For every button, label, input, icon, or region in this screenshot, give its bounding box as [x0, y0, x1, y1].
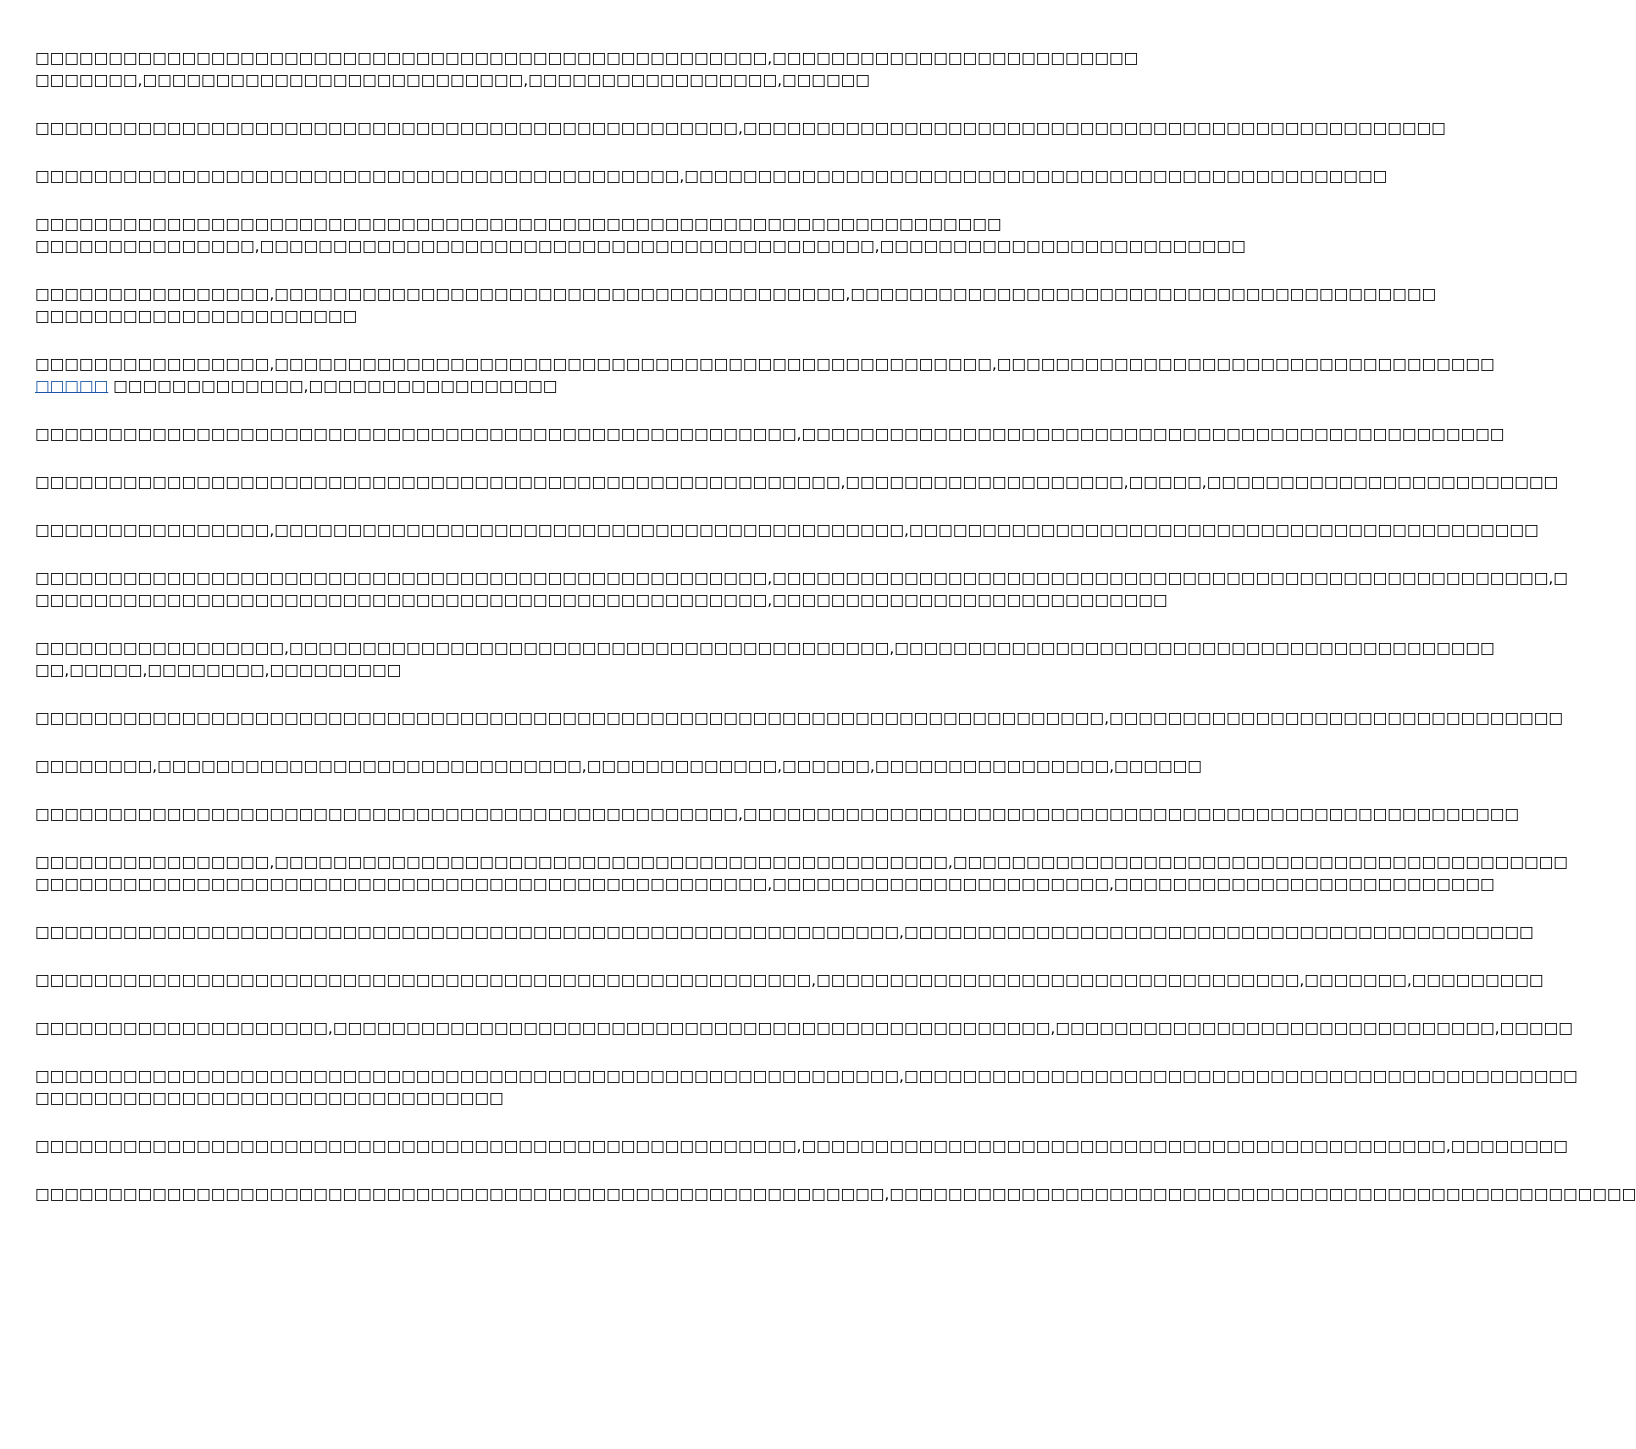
- paragraph: [35, 165, 1388, 187]
- paragraph-line: □□,□□□□□,□□□□□□□□,□□□□□□□□□: [35, 661, 402, 679]
- paragraph-line: □□□□□□□□□□□□□□□□□□□□□□□□□□□□□□□□□□□□□□□□□□□□□□□□□□□□□□□□□□□□□□□□□□□□□□□□□,□□□□□□□□□□□□□□□□□□□□□□□□□□□□□□□: [35, 709, 1563, 727]
- paragraph-line: □□□□□□□□□□□□□□□□□□□□□□□□□□□□□□□□□□□□□□□□□□□□□□□□□□□□□□□□□□□,□□□□□□□□□□□□□□□□□□□□□□□□□□□□□□□□□□□□□□□□□□□: [35, 923, 1534, 941]
- paragraph: [35, 851, 1568, 895]
- paragraph: [35, 707, 1563, 729]
- document-body: [35, 47, 1636, 1231]
- paragraph-line: □□□□□□□□□□□□□□□□□□□□□□□□□□□□□□□□□□□□□□□□□□□□□□□□□□□□□,□□□□□□□□□□□□□□□□□□□□□□□□□□□□□□□□□,□□□□□□□,□□□□□□□□□: [35, 971, 1544, 989]
- paragraph: [35, 921, 1534, 943]
- paragraph: [35, 755, 1202, 777]
- paragraph-line: □□□□□□□□□□□□□□□□□□□□□□□□□□□□□□□□□□□□□□□□□□□□□□□□□□□□□□□□□□,□□□□□□□□□□□□□□□□□□□□□□□□□□□□□□□□□□□□□□□□□□□□□□□□□□□: [35, 1185, 1636, 1203]
- paragraph-line: □□□□□□□□□□□□□□□□,□□□□□□□□□□□□□□□□□□□□□□□□□□□□□□□□□□□□□□□□□□□□□□□□□,□□□□□□□□□□□□□□□□□□□□□□□□□□□□□□□□□□: [35, 355, 1495, 373]
- paragraph-line: □□□□□□□□□□□□□□□□□□□□□□□□□□□□□□□□□□□□□□□□□□□□□□□□□□,□□□□□□□□□□□□□□□□□□□□□□□□□□□: [35, 591, 1168, 609]
- paragraph-line: □□□□□□□□□□□□□□□,□□□□□□□□□□□□□□□□□□□□□□□□□□□□□□□□□□□□□□□□□□,□□□□□□□□□□□□□□□□□□□□□□□□□: [35, 237, 1246, 255]
- paragraph: [35, 213, 1246, 257]
- paragraph-line: □□□□□□□□□□□□□□□□□□□□□□□□□□□□□□□□□□□□□□□□□□□□□□□□,□□□□□□□□□□□□□□□□□□□□□□□□□□□□□□□□□□□□□□□□□□□□□□□□: [35, 119, 1446, 137]
- paragraph: [35, 969, 1544, 991]
- paragraph-line: □□□□□□□□□□□□□□□□,□□□□□□□□□□□□□□□□□□□□□□□□□□□□□□□□□□□□□□□□□□□,□□□□□□□□□□□□□□□□□□□□□□□□□□□□□□□□□□□□□□□□□□□: [35, 521, 1539, 539]
- paragraph-line: □□□□□□□□□□□□□□□□□□□□□□□□□□□□□□□□□□□□□□□□□□□□,□□□□□□□□□□□□□□□□□□□□□□□□□□□□□□□□□□□□□□□□□□□□□□□□: [35, 167, 1388, 185]
- paragraph: [35, 637, 1495, 681]
- paragraph-line: □□□□□□□□□□□□□□□□,□□□□□□□□□□□□□□□□□□□□□□□□□□□□□□□□□□□□□□□□□□□□□□,□□□□□□□□□□□□□□□□□□□□□□□□□□□□□□□□□□□□□□□□□□: [35, 853, 1568, 871]
- paragraph-line: □□□□□□□□,□□□□□□□□□□□□□□□□□□□□□□□□□□□□□,□□□□□□□□□□□□□,□□□□□□,□□□□□□□□□□□□□□□□,□□□□□□: [35, 757, 1202, 775]
- paragraph-line: □□□□□□□□□□□□□□□□□□□□□□□□□□□□□□□□□□□□□□□□□□□□□□□□□□□□□□□,□□□□□□□□□□□□□□□□□□□,□□□□□,□□□□□□□□□□□□□□□□□□□□□□□□: [35, 473, 1559, 491]
- inline-link[interactable]: □□□□□: [35, 377, 109, 395]
- paragraph: [35, 471, 1559, 493]
- paragraph: [35, 423, 1505, 445]
- paragraph-line: □□□□□□□□□□□□□□□□□□□□□□□□□□□□□□□□□□□□□□□□□□□□□□□□□□,□□□□□□□□□□□□□□□□□□□□□□□□□: [35, 49, 1139, 67]
- paragraph: [35, 1017, 1573, 1039]
- paragraph-line-with-link: [35, 375, 990, 397]
- paragraph: [35, 283, 1437, 327]
- paragraph: [35, 1065, 1578, 1109]
- paragraph-line: □□□□□□□□□□□□□□□□□□□□,□□□□□□□□□□□□□□□□□□□□□□□□□□□□□□□□□□□□□□□□□□□□□□□□□,□□□□□□□□□□□□□□□□□□□□□□□□□□□□□□,□□□□□: [35, 1019, 1573, 1037]
- paragraph-line: □□□□□□□,□□□□□□□□□□□□□□□□□□□□□□□□□□,□□□□□□□□□□□□□□□□□,□□□□□□: [35, 71, 870, 89]
- paragraph: [35, 567, 1568, 611]
- paragraph-line: □□□□□□□□□□□□□□□□□□□□□□: [35, 307, 358, 325]
- paragraph: [35, 1135, 1568, 1157]
- paragraph: [35, 353, 1495, 397]
- paragraph: [35, 803, 1520, 825]
- paragraph-line: □□□□□□□□□□□□□□□□□□□□□□□□□□□□□□□□□□□□□□□□□□□□□□□□□□□□,□□□□□□□□□□□□□□□□□□□□□□□□□□□□□□□□□□□□□□□□□□□□□□□□: [35, 425, 1505, 443]
- paragraph-line: □□□□□□□□□□□□□□□□□□□□□□□□□□□□□□□□□□□□□□□□□□□□□□□□,□□□□□□□□□□□□□□□□□□□□□□□□□□□□□□□□□□□□□□□□□□□□□□□□□□□□□: [35, 805, 1520, 823]
- paragraph-line: □□□□□□□□□□□□□□□□□□□□□□□□□□□□□□□□□□□□□□□□□□□□□□□□□□,□□□□□□□□□□□□□□□□□□□□□□□,□□□□□□□□□□□□□□□□□□□□□□□□□□: [35, 875, 1495, 893]
- paragraph-line: □□□□□□□□□□□□□□□□□,□□□□□□□□□□□□□□□□□□□□□□□□□□□□□□□□□□□□□□□□□,□□□□□□□□□□□□□□□□□□□□□□□□□□□□□□□□□□□□□□□□□: [35, 639, 1495, 657]
- paragraph: [35, 117, 1446, 139]
- link-trailing-text: □□□□□□□□□□□□□,□□□□□□□□□□□□□□□□□: [108, 377, 558, 395]
- paragraph: [35, 519, 1539, 541]
- paragraph-line: □□□□□□□□□□□□□□□□□□□□□□□□□□□□□□□□□□□□□□□□□□□□□□□□□□,□□□□□□□□□□□□□□□□□□□□□□□□□□□□□□□□□□□□□□□□□□□□□□□□□□□□□,□: [35, 569, 1568, 587]
- paragraph-line: □□□□□□□□□□□□□□□□□□□□□□□□□□□□□□□□□□□□□□□□□□□□□□□□□□□□□□□□□□□,□□□□□□□□□□□□□□□□□□□□□□□□□□□□□□□□□□□□□□□□□□□□□□: [35, 1067, 1578, 1085]
- paragraph-line: □□□□□□□□□□□□□□□□,□□□□□□□□□□□□□□□□□□□□□□□□□□□□□□□□□□□□□□□,□□□□□□□□□□□□□□□□□□□□□□□□□□□□□□□□□□□□□□□□: [35, 285, 1437, 303]
- paragraph-line: □□□□□□□□□□□□□□□□□□□□□□□□□□□□□□□□□□□□□□□□□□□□□□□□□□□□□□□□□□□□□□□□□□: [35, 215, 1002, 233]
- paragraph-line: □□□□□□□□□□□□□□□□□□□□□□□□□□□□□□□□□□□□□□□□□□□□□□□□□□□□,□□□□□□□□□□□□□□□□□□□□□□□□□□□□□□□□□□□□□□□□□□□□,□□□□□□□□: [35, 1137, 1568, 1155]
- paragraph: [35, 1183, 1636, 1205]
- paragraph-line: □□□□□□□□□□□□□□□□□□□□□□□□□□□□□□□□: [35, 1089, 504, 1107]
- paragraph: [35, 47, 1139, 91]
